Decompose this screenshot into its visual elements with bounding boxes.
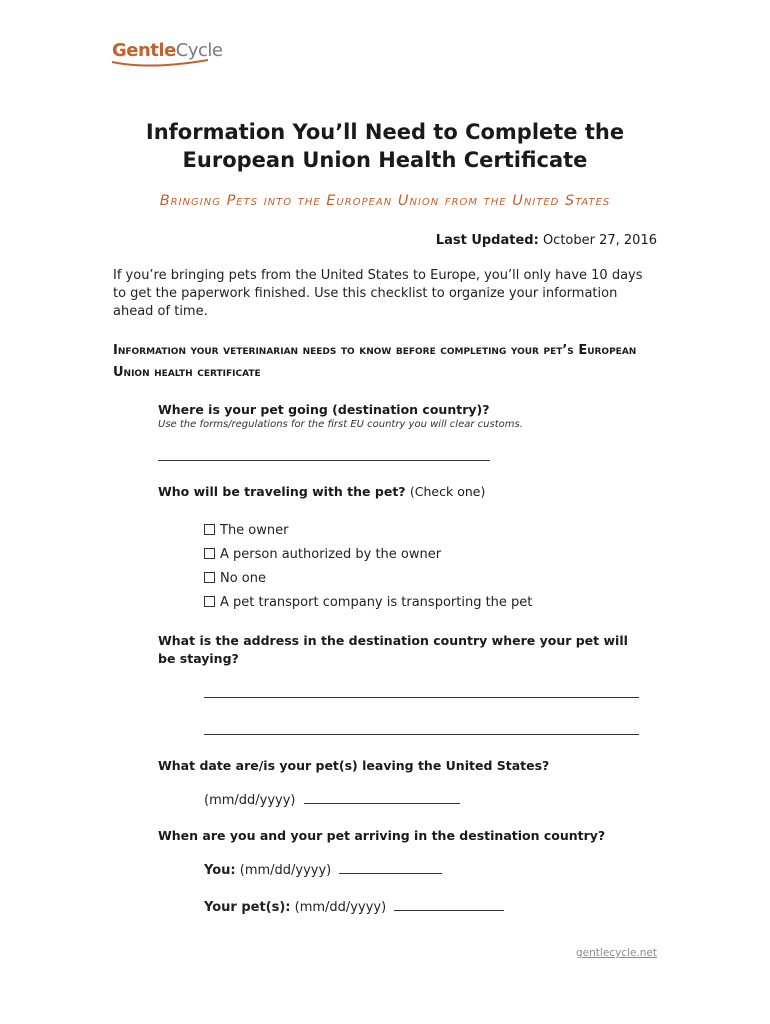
page-title	[0, 118, 770, 174]
arrival-you-label: You:	[204, 863, 236, 878]
last-updated-value: October 27, 2016	[542, 233, 657, 248]
departure-date-blank[interactable]	[304, 792, 460, 804]
option-owner[interactable]	[204, 523, 288, 538]
footer-link[interactable]: gentlecycle.net	[576, 947, 657, 959]
question-traveler	[158, 483, 485, 501]
arrival-pet-field	[204, 899, 504, 915]
last-updated-label: Last Updated:	[435, 233, 539, 248]
option-transport-company-label: A pet transport company is transporting the pet	[220, 595, 533, 610]
checkbox-icon[interactable]	[204, 524, 215, 535]
arrival-pet-format: (mm/dd/yyyy)	[294, 900, 387, 915]
checkbox-icon[interactable]	[204, 596, 215, 607]
logo-cycle-text: Cycle	[175, 40, 223, 61]
destination-country-blank[interactable]	[158, 460, 490, 461]
checkbox-icon[interactable]	[204, 572, 215, 583]
logo-swoosh-icon	[110, 56, 210, 70]
arrival-pet-blank[interactable]	[394, 899, 504, 911]
departure-date-field	[204, 792, 460, 808]
question-arrival-date: When are you and your pet arriving in the destination country?	[158, 828, 606, 843]
question-destination-address: What is the address in the destination country where your pet will be staying?	[158, 633, 628, 666]
question-destination-country: Where is your pet going (destination country)?	[158, 402, 490, 417]
question-traveler-note: (Check one)	[409, 484, 486, 499]
question-destination-hint: Use the forms/regulations for the first EU country you will clear customs.	[158, 419, 523, 430]
departure-date-format: (mm/dd/yyyy)	[204, 793, 296, 808]
option-owner-label: The owner	[220, 523, 289, 538]
option-transport-company[interactable]	[204, 595, 532, 610]
logo-gentle-text: Gentle	[112, 40, 176, 61]
option-no-one[interactable]	[204, 571, 266, 586]
title-line-2: European Union Health Certificate	[182, 148, 588, 172]
option-no-one-label: No one	[220, 571, 267, 586]
arrival-you-blank[interactable]	[339, 862, 442, 874]
address-blank-line-2[interactable]	[204, 734, 639, 735]
question-departure-date: What date are/is your pet(s) leaving the United States?	[158, 758, 550, 773]
arrival-you-field	[204, 862, 442, 878]
option-authorized-person-label: A person authorized by the owner	[220, 547, 442, 562]
question-traveler-text: Who will be traveling with the pet?	[158, 484, 406, 499]
arrival-you-format: (mm/dd/yyyy)	[239, 863, 332, 878]
option-authorized-person[interactable]	[204, 547, 441, 562]
checkbox-icon[interactable]	[204, 548, 215, 559]
title-line-1: Information You’ll Need to Complete the	[145, 120, 625, 144]
last-updated	[436, 233, 657, 248]
gentlecycle-logo	[110, 40, 230, 72]
page-subtitle: Bringing Pets into the European Union from the United States	[159, 193, 611, 209]
arrival-pet-label: Your pet(s):	[204, 900, 291, 915]
section-heading: Information your veterinarian needs to know before completing your pet’s European Union health certificate	[113, 343, 637, 380]
address-blank-line-1[interactable]	[204, 697, 639, 698]
intro-paragraph: If you’re bringing pets from the United States to Europe, you’ll only have 10 days to get the paperwork finished. Use this checklist to organize your information ahead of time.	[113, 268, 643, 319]
